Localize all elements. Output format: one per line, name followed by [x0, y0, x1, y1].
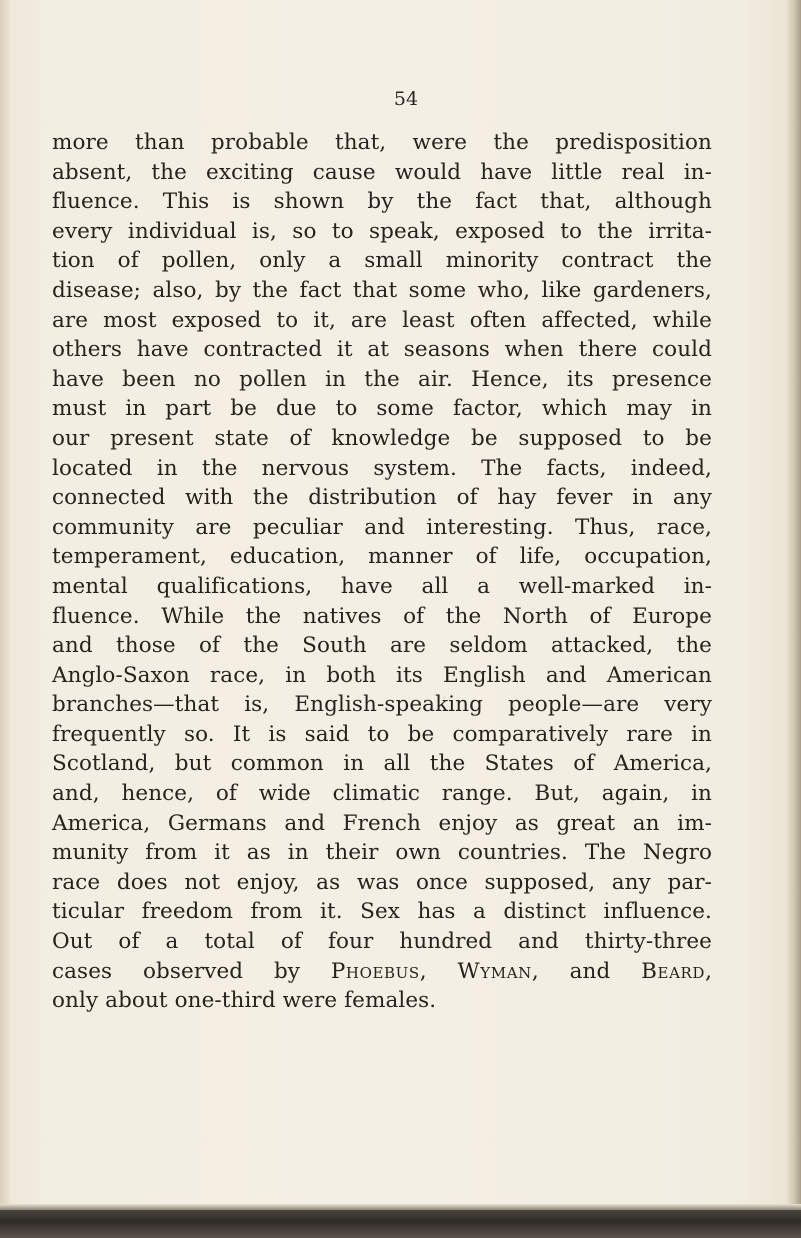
text-line: others have contracted it at seasons when there could [52, 337, 712, 363]
page-right-edge [787, 0, 801, 1238]
text-line: our present state of knowledge be supposed to be [52, 425, 712, 451]
author-wyman: Wyman [457, 958, 532, 984]
text-line: race does not enjoy, as was once supposed, any par- [52, 869, 712, 895]
text-line: fluence. This is shown by the fact that, although [52, 189, 712, 215]
text-line: every individual is, so to speak, exposed to the irrita- [52, 218, 712, 244]
text-line: mental qualifications, have all a well-marked in- [52, 573, 712, 599]
text-line: connected with the distribution of hay fever in any [52, 485, 712, 511]
text-line: branches—that is, English-speaking people—are very [52, 692, 712, 718]
text-line: and, hence, of wide climatic range. But, again, in [52, 781, 712, 807]
text-line: Anglo-Saxon race, in both its English and American [52, 662, 712, 688]
text-line: absent, the exciting cause would have little real in- [52, 159, 712, 185]
body-text [52, 128, 712, 1016]
text-line: located in the nervous system. The facts, indeed, [52, 455, 712, 481]
text-line-closing: only about one-third were females. [52, 988, 437, 1014]
text-line: have been no pollen in the air. Hence, its presence [52, 366, 712, 392]
text-line: community are peculiar and interesting. Thus, race, [52, 514, 712, 540]
text-line: more than probable that, were the predisposition [52, 130, 712, 155]
text-line-final: cases observed by Phoebus, Wyman, and Beard, [52, 958, 712, 984]
text-line: Scotland, but common in all the States of America, [52, 751, 712, 777]
text-line: must in part be due to some factor, which may in [52, 396, 712, 422]
page-left-edge [0, 0, 10, 1238]
text-line: tion of pollen, only a small minority contract the [52, 248, 712, 274]
text-line: and those of the South are seldom attacked, the [52, 633, 712, 659]
text-line: ticular freedom from it. Sex has a distinct influence. [52, 899, 712, 925]
text-line: America, Germans and French enjoy as great an im- [52, 810, 712, 836]
scan-bottom-edge [0, 1210, 801, 1238]
text-line: disease; also, by the fact that some who, like gardeners, [52, 277, 712, 303]
text-line: munity from it as in their own countries. The Negro [52, 840, 712, 866]
text-line: fluence. While the natives of the North of Europe [52, 603, 712, 629]
text-line: frequently so. It is said to be comparatively rare in [52, 721, 712, 747]
text-line: temperament, education, manner of life, occupation, [52, 544, 712, 570]
author-beard: Beard [641, 958, 706, 984]
text-line: Out of a total of four hundred and thirty-three [52, 929, 712, 955]
author-phoebus: Phoebus [330, 958, 420, 984]
text-line: are most exposed to it, are least often affected, while [52, 307, 712, 333]
page-number: 54 [393, 88, 419, 110]
